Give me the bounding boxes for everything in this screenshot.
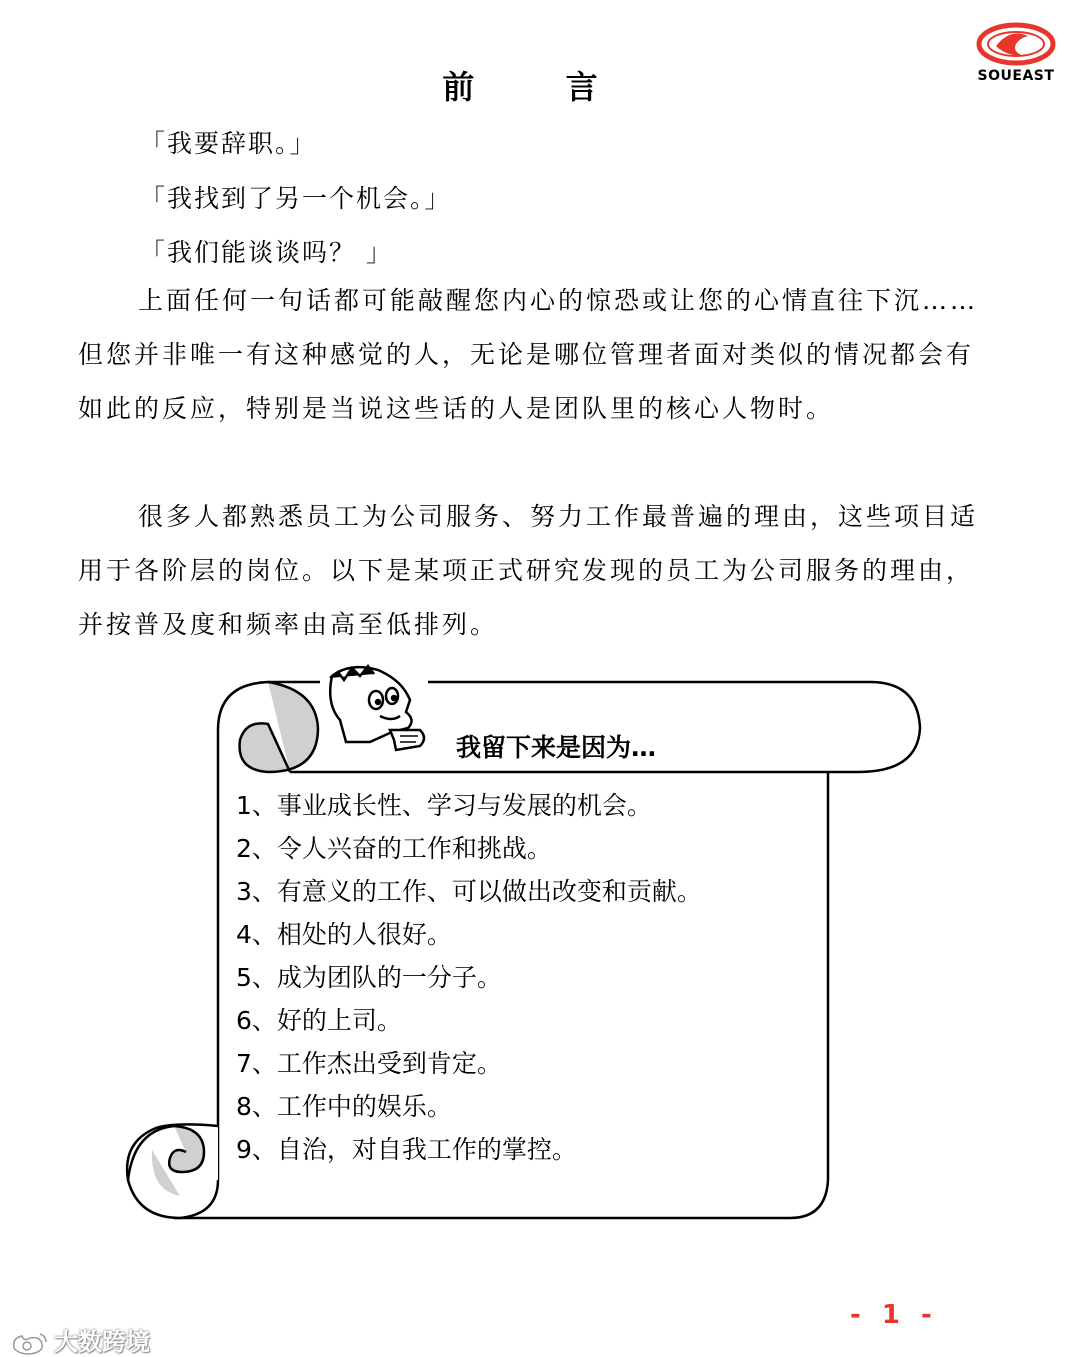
- reasons-list: [236, 784, 702, 1171]
- list-item: 8、工作中的娱乐。: [236, 1092, 452, 1121]
- watermark: [10, 1322, 150, 1357]
- quote-2: 「我找到了另一个机会。」: [140, 184, 452, 213]
- cartoon-man-icon: [330, 666, 424, 750]
- list-item: 5、成为团队的一分子。: [236, 963, 502, 992]
- quote-3: 「我们能谈谈吗？ 」: [140, 238, 393, 267]
- weibo-icon: [10, 1330, 50, 1356]
- scroll-curl-top: [240, 682, 318, 772]
- list-item: 1、事业成长性、学习与发展的机会。: [236, 791, 652, 820]
- list-item: 4、相处的人很好。: [236, 920, 452, 949]
- list-item: 3、有意义的工作、可以做出改变和贡献。: [236, 877, 702, 906]
- page-number: - 1 -: [850, 1300, 938, 1330]
- paragraph-2: 很多人都熟悉员工为公司服务、努力工作最普遍的理由，这些项目适用于各阶层的岗位。以下是某项正式研究发现的员工为公司服务的理由，并按普及度和频率由高至低排列。: [78, 502, 979, 639]
- watermark-text: 大数跨境: [54, 1328, 150, 1356]
- brand-name: SOUEAST: [977, 68, 1055, 84]
- list-item: 9、自治，对自我工作的掌控。: [236, 1135, 577, 1164]
- list-item: 7、工作杰出受到肯定。: [236, 1049, 502, 1078]
- list-item: 6、好的上司。: [236, 1006, 402, 1035]
- scroll-title: 我留下来是因为…: [456, 733, 657, 762]
- quote-1: 「我要辞职。」: [140, 129, 317, 158]
- page-title: 前 言: [442, 68, 638, 106]
- list-item: 2、令人兴奋的工作和挑战。: [236, 834, 552, 863]
- paragraph-1: 上面任何一句话都可能敲醒您内心的惊恐或让您的心情直往下沉……但您并非唯一有这种感觉的人，无论是哪位管理者面对类似的情况都会有如此的反应，特别是当说这些话的人是团队里的核心人物时。: [78, 286, 979, 423]
